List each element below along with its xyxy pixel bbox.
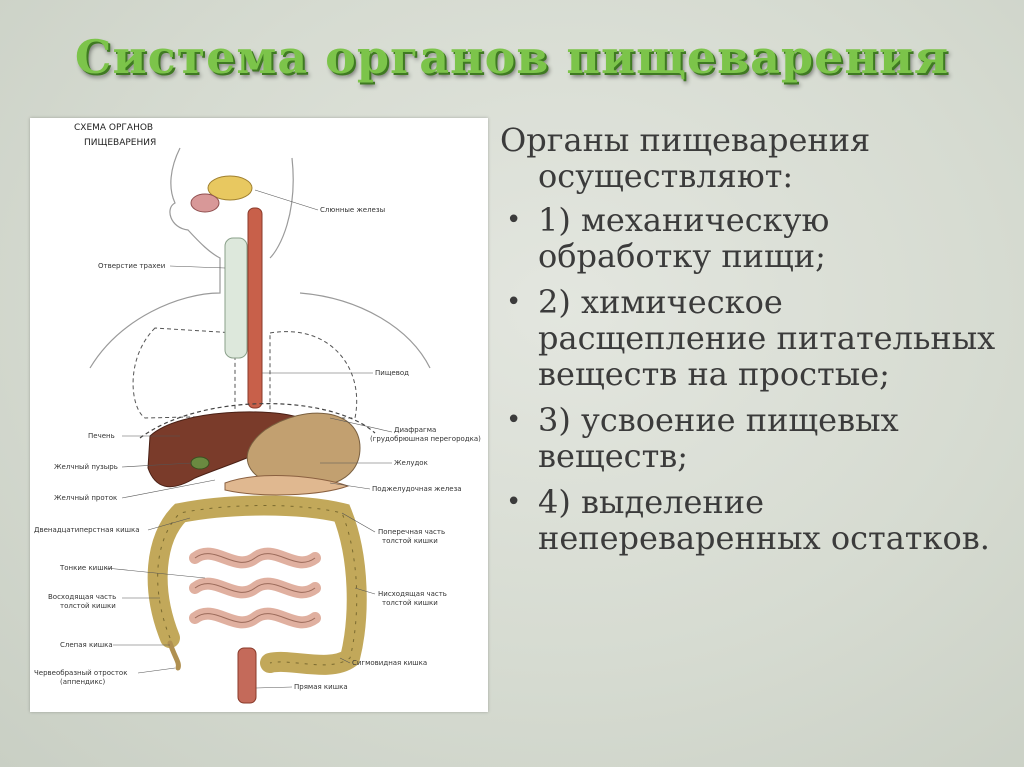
label-salivary-glands: Слюнные железы [320,206,386,214]
label-trachea-opening: Отверстие трахеи [98,262,166,270]
bullet-icon: • [506,287,522,317]
label-descending-colon-2: толстой кишки [382,599,438,607]
list-item [500,484,1000,556]
label-diaphragm: Диафрагма [394,426,437,434]
slide-title: Система органов пищеварения [74,30,950,84]
esophagus [248,208,262,408]
label-small-intestine: Тонкие кишки [60,564,113,572]
label-rectum: Прямая кишка [294,683,348,691]
list-item-text: 1) механическую обработку пищи; [538,201,830,275]
label-diaphragm-note: (грудобрюшная перегородка) [370,435,481,443]
diagram-heading-line2: ПИЩЕВАРЕНИЯ [84,138,157,148]
bullet-icon: • [506,405,522,435]
intro-line-2: осуществляют: [538,157,794,195]
label-gall-bladder: Желчный пузырь [54,463,118,471]
list-item [500,202,1000,274]
functions-list [500,202,1000,556]
label-ascending-colon-2: толстой кишки [60,602,116,610]
trachea [225,238,247,358]
label-duodenum: Двенадцатиперстная кишка [34,526,140,534]
label-esophagus: Пищевод [375,369,409,377]
label-stomach: Желудок [394,459,428,467]
bullet-icon: • [506,487,522,517]
diagram-heading-line1: СХЕМА ОРГАНОВ [74,123,154,133]
list-item-text: 3) усвоение пищевых веществ; [538,401,899,475]
intro-line-1: Органы пищеварения [500,121,871,159]
label-ascending-colon: Восходящая часть [48,593,117,601]
left-lung-outline [133,328,235,418]
list-item-text: 2) химическое расщепление питательных веществ на простые; [538,283,996,393]
label-sigmoid: Сигмовидная кишка [352,659,428,667]
diagram-illustration [30,118,488,712]
right-lung-outline [270,332,357,418]
rectum [238,648,256,703]
label-transverse-colon-2: толстой кишки [382,537,438,545]
list-item [500,284,1000,392]
bullet-icon: • [506,205,522,235]
mouth-cavity [191,194,219,212]
label-transverse-colon: Поперечная часть [378,528,446,536]
list-item-text: 4) выделение непереваренных остатков. [538,483,990,557]
label-cecum: Слепая кишка [60,641,113,649]
intro-text [500,122,1000,194]
gall-bladder [191,457,209,469]
label-bile-duct: Желчный проток [54,494,118,502]
list-item [500,402,1000,474]
label-appendix-note: (аппендикс) [60,678,106,686]
label-liver: Печень [88,432,115,440]
functions-text [500,122,1000,566]
digestive-system-diagram [30,118,488,712]
label-descending-colon: Нисходящая часть [378,590,447,598]
label-appendix: Червеобразный отросток [34,669,128,677]
label-pancreas: Поджелудочная железа [372,485,462,493]
